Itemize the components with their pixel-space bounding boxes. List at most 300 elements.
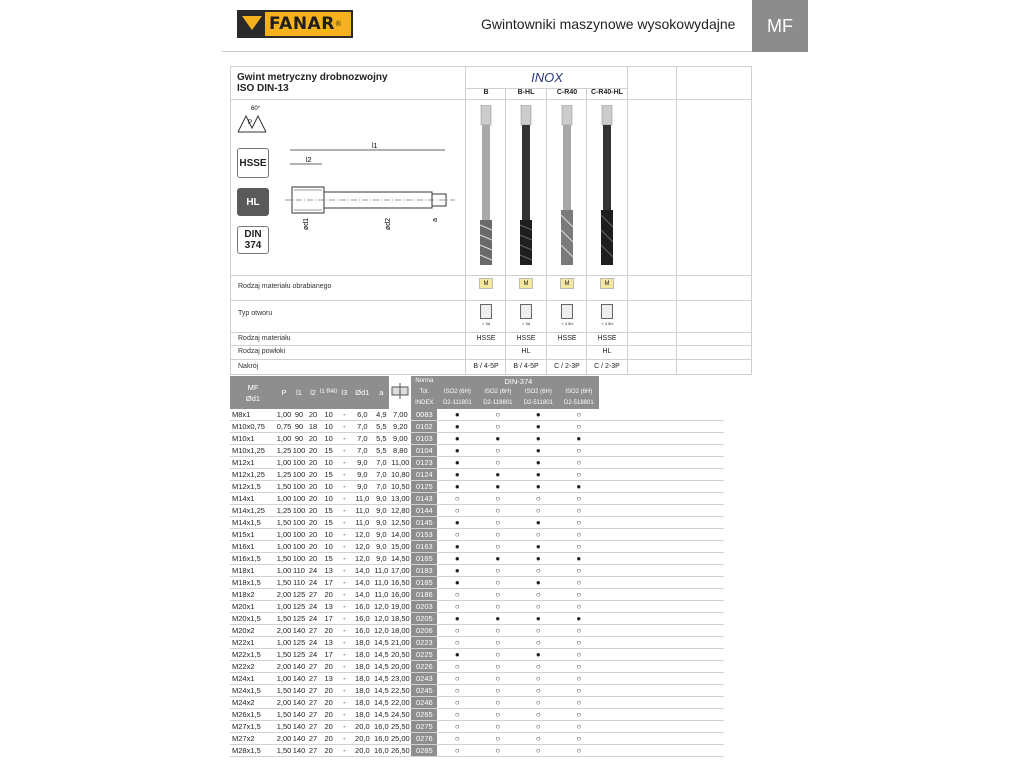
coating-value: HL — [602, 348, 612, 355]
cell-b-mark: ● — [437, 409, 477, 421]
cell-drawing: 22,50 — [390, 686, 410, 695]
cell-pitch: 0,75 — [276, 422, 292, 431]
cell-b-hl-mark: ● — [477, 553, 518, 565]
cell-c-r40-hl-mark: ○ — [558, 565, 599, 577]
cell-c-r40-hl-mark: ○ — [558, 625, 599, 637]
cell-l3: - — [337, 409, 351, 421]
cell-size: M22x2 — [230, 661, 276, 673]
table-row — [230, 577, 724, 589]
chamfer-value: B / 4-5P — [513, 363, 539, 370]
cell-c-r40-mark: ○ — [518, 697, 558, 709]
cell-l1-r40: 20 — [320, 697, 337, 709]
cell-b-mark: ● — [437, 553, 477, 565]
cell-a: 12,0 — [374, 626, 389, 635]
cell-b-hl-mark: ○ — [477, 649, 518, 661]
cell-a: 14,5 — [374, 638, 389, 647]
cell-b-hl-mark: ○ — [477, 565, 518, 577]
cell-d1: 7,0 — [351, 421, 373, 433]
index-cell: D2-518801 — [558, 398, 599, 409]
cell-l1-r40: 15 — [320, 469, 337, 481]
cell-l2: 27 — [306, 697, 320, 709]
cell-pitch: 1,50 — [276, 746, 292, 755]
cell-c-r40-hl-mark: ● — [558, 613, 599, 625]
cell-size: M20x1,5 — [230, 613, 276, 625]
cell-c-r40-mark: ● — [518, 541, 558, 553]
cell-b-hl-mark: ○ — [477, 733, 518, 745]
cell-c-r40-mark: ○ — [518, 637, 558, 649]
cell-c-r40-hl-mark: ○ — [558, 421, 599, 433]
cell-l2: 20 — [306, 505, 320, 517]
cell-l2: 20 — [306, 445, 320, 457]
cell-c-r40-mark: ● — [518, 457, 558, 469]
through-hole-icon — [520, 304, 532, 319]
cell-drawing: 7,00 — [389, 409, 411, 421]
table-row — [230, 481, 724, 493]
cell-code: 0083 — [411, 409, 437, 421]
cell-d1: 16,0 — [351, 601, 373, 613]
cell-pitch: 1,00 — [276, 542, 292, 551]
cell-drawing: 21,00 — [390, 638, 410, 647]
header-d1: Ød1 — [351, 376, 373, 409]
card-divider — [627, 66, 628, 375]
material-m-icon: M — [479, 278, 493, 289]
cell-l3: - — [337, 613, 351, 625]
card-title-line2: ISO DIN-13 — [237, 83, 289, 94]
tolerance-cell: ISO2 (6H) — [437, 387, 477, 398]
cell-c-r40-mark: ○ — [518, 529, 558, 541]
cell-d1: 6,0 — [351, 409, 373, 421]
row-spacer — [599, 673, 724, 685]
cell-c-r40-mark: ○ — [518, 589, 558, 601]
cell-c-r40-mark: ○ — [518, 601, 558, 613]
cell-c-r40-hl-mark: ○ — [558, 529, 599, 541]
row-spacer — [599, 745, 724, 757]
cell-a: 11,0 — [374, 590, 389, 599]
cell-pitch: 1,00 — [276, 530, 292, 539]
cell-c-r40-hl-mark: ○ — [558, 733, 599, 745]
cell-code: 0165 — [411, 553, 437, 565]
cell-l1: 140 — [292, 746, 306, 755]
row-spacer — [599, 517, 724, 529]
tap-dimension-icon — [390, 382, 410, 400]
cell-a: 11,0 — [374, 578, 389, 587]
category-badge: MF — [752, 0, 808, 52]
cell-size: M18x2 — [230, 589, 276, 601]
header-a: a — [373, 376, 389, 409]
table-row — [230, 469, 724, 481]
cell-b-hl-mark: ○ — [477, 493, 518, 505]
table-row — [230, 745, 724, 757]
coating-value: HL — [521, 348, 531, 355]
card-divider — [230, 275, 752, 276]
cell-size: M24x2 — [230, 697, 276, 709]
cell-size: M12x1,5 — [230, 481, 276, 493]
drawing-label-a: a — [432, 218, 439, 222]
header-p: P — [276, 376, 292, 409]
cell-code: 0275 — [411, 721, 437, 733]
table-row — [230, 625, 724, 637]
cell-size: M27x2 — [230, 733, 276, 745]
cell-pitch: 1,50 — [276, 482, 292, 491]
cell-c-r40-hl-mark: ○ — [558, 649, 599, 661]
cell-d1: 12,0 — [351, 541, 373, 553]
table-row — [230, 517, 724, 529]
cell-l1: 100 — [292, 542, 306, 551]
cell-pitch: 1,50 — [276, 614, 292, 623]
cell-c-r40-hl-mark: ○ — [558, 745, 599, 757]
material-value: HSSE — [516, 335, 536, 342]
cell-code: 0103 — [411, 433, 437, 445]
cell-l1-r40: 17 — [320, 613, 337, 625]
cell-b-hl-mark: ○ — [477, 685, 518, 697]
cell-l1: 140 — [292, 722, 306, 731]
col-header-b-hl: B-HL — [517, 89, 535, 96]
cell-c-r40-mark: ○ — [518, 505, 558, 517]
cell-d1: 20,0 — [351, 733, 373, 745]
cell-c-r40-hl-mark: ○ — [558, 637, 599, 649]
cell-b-mark: ○ — [437, 625, 477, 637]
cell-b-mark: ○ — [437, 493, 477, 505]
table-row — [230, 445, 724, 457]
cell-a: 9,0 — [373, 541, 389, 553]
cell-c-r40-mark: ● — [518, 613, 558, 625]
cell-code: 0186 — [411, 589, 437, 601]
cell-d1: 9,0 — [351, 469, 373, 481]
col-header-b: B — [483, 89, 489, 96]
cell-c-r40-mark: ● — [518, 421, 558, 433]
cell-b-mark: ○ — [437, 745, 477, 757]
cell-b-mark: ● — [437, 481, 477, 493]
cell-b-hl-mark: ○ — [477, 517, 518, 529]
cell-l3: - — [337, 721, 351, 733]
cell-drawing: 16,50 — [390, 578, 410, 587]
table-row — [230, 601, 724, 613]
cell-l3: - — [337, 589, 351, 601]
row-spacer — [599, 625, 724, 637]
cell-a: 9,0 — [373, 493, 389, 505]
cell-a: 5,5 — [373, 421, 389, 433]
table-row — [230, 565, 724, 577]
material-m-icon: M — [519, 278, 533, 289]
cell-d1: 12,0 — [351, 529, 373, 541]
cell-b-mark: ○ — [437, 673, 477, 685]
row-spacer — [599, 661, 724, 673]
cell-b-hl-mark: ○ — [477, 505, 518, 517]
cell-l1-r40: 15 — [320, 517, 337, 529]
cell-b-hl-mark: ● — [477, 469, 518, 481]
cell-l3: - — [337, 745, 351, 757]
cell-b-hl-mark: ○ — [477, 421, 518, 433]
cell-d1: 18,0 — [351, 637, 373, 649]
cell-size: M10x0,75 — [230, 421, 276, 433]
cell-l1-r40: 10 — [320, 481, 337, 493]
cell-l2: 27 — [306, 673, 320, 685]
table-row — [230, 721, 724, 733]
cell-c-r40-mark: ○ — [518, 625, 558, 637]
cell-code: 0144 — [411, 505, 437, 517]
material-value: HSSE — [476, 335, 496, 342]
cell-drawing: 14,50 — [390, 554, 410, 563]
table-row — [230, 709, 724, 721]
cell-l1: 100 — [292, 446, 306, 455]
table-row — [230, 505, 724, 517]
cell-pitch: 1,50 — [276, 686, 292, 695]
cell-size: M24x1,5 — [230, 685, 276, 697]
cell-l2: 24 — [306, 601, 320, 613]
hsse-badge: HSSE — [237, 148, 269, 178]
cell-b-mark: ○ — [437, 637, 477, 649]
cell-drawing: 8,80 — [389, 445, 411, 457]
table-row — [230, 613, 724, 625]
cell-l2: 24 — [306, 613, 320, 625]
cell-l3: - — [337, 661, 351, 673]
cell-l1: 100 — [292, 470, 306, 479]
cell-code: 0225 — [411, 649, 437, 661]
cell-l1: 100 — [292, 494, 306, 503]
cell-b-hl-mark: ○ — [477, 457, 518, 469]
cell-drawing: 10,50 — [390, 482, 410, 491]
cell-l1-r40: 17 — [320, 577, 337, 589]
cell-b-mark: ○ — [437, 601, 477, 613]
cell-c-r40-mark: ● — [518, 433, 558, 445]
cell-l1: 125 — [292, 614, 306, 623]
header-tol: Tol. — [411, 387, 437, 398]
card-divider — [230, 99, 752, 100]
cell-c-r40-hl-mark: ● — [558, 433, 599, 445]
cell-code: 0203 — [411, 601, 437, 613]
cell-size: M28x1,5 — [230, 745, 276, 757]
table-row — [230, 493, 724, 505]
cell-a: 4,9 — [373, 409, 389, 421]
din-badge: DIN 374 — [237, 226, 269, 254]
cell-l2: 27 — [306, 733, 320, 745]
cell-pitch: 1,50 — [276, 554, 292, 563]
cell-c-r40-mark: ○ — [518, 721, 558, 733]
chamfer-value: C / 2-3P — [594, 363, 620, 370]
row-spacer — [599, 601, 724, 613]
cell-a: 14,5 — [374, 698, 389, 707]
svg-text:P: P — [248, 120, 253, 126]
cell-l1-r40: 10 — [320, 421, 337, 433]
cell-d1: 7,0 — [351, 445, 373, 457]
cell-l2: 20 — [306, 493, 320, 505]
cell-d1: 11,0 — [351, 517, 373, 529]
cell-l1-r40: 13 — [320, 637, 337, 649]
header-l1: l1 — [292, 376, 306, 409]
cell-l1: 140 — [292, 698, 306, 707]
material-value: HSSE — [557, 335, 577, 342]
cell-b-hl-mark: ○ — [477, 541, 518, 553]
header-drawing-icon — [389, 376, 411, 409]
cell-c-r40-hl-mark: ○ — [558, 445, 599, 457]
cell-l2: 24 — [306, 577, 320, 589]
cell-l3: - — [337, 697, 351, 709]
hole-depth-label: < 3d — [522, 321, 530, 326]
cell-a: 5,5 — [373, 445, 389, 457]
cell-drawing: 25,00 — [390, 734, 410, 743]
tolerance-cell: ISO2 (6H) — [477, 387, 518, 398]
cell-l1-r40: 20 — [320, 733, 337, 745]
header-d-label: Ød1 — [245, 393, 261, 403]
cell-d1: 18,0 — [351, 709, 373, 721]
cell-c-r40-hl-mark: ● — [558, 481, 599, 493]
cell-l1: 140 — [292, 626, 306, 635]
cell-size: M15x1 — [230, 529, 276, 541]
table-row — [230, 661, 724, 673]
cell-pitch: 1,00 — [276, 602, 292, 611]
cell-l1-r40: 13 — [320, 601, 337, 613]
cell-pitch: 1,25 — [276, 446, 292, 455]
cell-pitch: 1,50 — [276, 722, 292, 731]
cell-l1: 100 — [292, 530, 306, 539]
cell-pitch: 2,00 — [276, 698, 292, 707]
cell-size: M27x1,5 — [230, 721, 276, 733]
cell-b-hl-mark: ○ — [477, 601, 518, 613]
cell-code: 0276 — [411, 733, 437, 745]
cell-l1-r40: 20 — [320, 661, 337, 673]
cell-b-mark: ● — [437, 469, 477, 481]
card-divider — [230, 332, 752, 333]
cell-size: M12x1,25 — [230, 469, 276, 481]
cell-drawing: 12,80 — [390, 506, 410, 515]
cell-l1-r40: 13 — [320, 565, 337, 577]
cell-b-hl-mark: ○ — [477, 637, 518, 649]
cell-d1: 11,0 — [351, 493, 373, 505]
header-mf — [230, 376, 276, 409]
cell-pitch: 1,00 — [276, 434, 292, 443]
cell-a: 14,5 — [374, 674, 389, 683]
cell-b-mark: ○ — [437, 733, 477, 745]
cell-size: M22x1,5 — [230, 649, 276, 661]
cell-c-r40-mark: ○ — [518, 709, 558, 721]
cell-l1: 140 — [292, 662, 306, 671]
row-spacer — [599, 529, 724, 541]
fanar-logo-mark-icon — [239, 12, 265, 36]
cell-code: 0163 — [411, 541, 437, 553]
cell-l1: 140 — [292, 674, 306, 683]
cell-a: 7,0 — [373, 469, 389, 481]
cell-l2: 20 — [306, 469, 320, 481]
cell-code: 0205 — [411, 613, 437, 625]
cell-a: 12,0 — [374, 614, 389, 623]
cell-l1: 125 — [292, 638, 306, 647]
cell-code: 0143 — [411, 493, 437, 505]
cell-d1: 18,0 — [351, 697, 373, 709]
cell-code: 0206 — [411, 625, 437, 637]
cell-l2: 20 — [306, 481, 320, 493]
hl-badge: HL — [237, 188, 269, 216]
cell-c-r40-mark: ○ — [518, 661, 558, 673]
chamfer-value: B / 4-5P — [473, 363, 499, 370]
cell-b-mark: ○ — [437, 529, 477, 541]
table-row — [230, 541, 724, 553]
cell-l2: 20 — [306, 457, 320, 469]
cell-code: 0145 — [411, 517, 437, 529]
cell-code: 0124 — [411, 469, 437, 481]
drawing-label-l2: l2 — [306, 157, 312, 164]
cell-pitch: 1,25 — [276, 506, 292, 515]
cell-l2: 27 — [306, 589, 320, 601]
row-spacer — [599, 433, 724, 445]
row-label-hole-type: Typ otworu — [238, 310, 273, 317]
cell-l1-r40: 10 — [320, 409, 337, 421]
cell-l2: 27 — [306, 721, 320, 733]
cell-b-mark: ○ — [437, 589, 477, 601]
card-divider — [230, 345, 752, 346]
cell-l3: - — [337, 445, 351, 457]
cell-pitch: 1,50 — [276, 578, 292, 587]
cell-c-r40-mark: ● — [518, 445, 558, 457]
card-divider — [230, 300, 752, 301]
cell-d1: 9,0 — [351, 457, 373, 469]
cell-l2: 20 — [306, 541, 320, 553]
cell-c-r40-hl-mark: ● — [558, 553, 599, 565]
cell-l2: 27 — [306, 709, 320, 721]
cell-l2: 27 — [306, 745, 320, 757]
cell-b-mark: ○ — [437, 661, 477, 673]
cell-b-mark: ● — [437, 457, 477, 469]
row-spacer — [599, 541, 724, 553]
cell-c-r40-mark: ○ — [518, 745, 558, 757]
cell-b-mark: ● — [437, 613, 477, 625]
cell-size: M14x1,25 — [230, 505, 276, 517]
index-cell: D2-511801 — [518, 398, 558, 409]
material-m-icon: M — [600, 278, 614, 289]
cell-size: M14x1 — [230, 493, 276, 505]
index-cell: D2-118801 — [477, 398, 518, 409]
fanar-logo — [237, 10, 353, 38]
tap-technical-drawing — [280, 140, 460, 235]
material-group-label: INOX — [531, 70, 563, 85]
cell-drawing: 17,00 — [390, 566, 410, 575]
tolerance-cell: ISO2 (6H) — [518, 387, 558, 398]
cell-c-r40-hl-mark: ○ — [558, 541, 599, 553]
cell-c-r40-hl-mark: ○ — [558, 673, 599, 685]
cell-l3: - — [337, 469, 351, 481]
cell-b-mark: ○ — [437, 709, 477, 721]
cell-pitch: 1,00 — [276, 458, 292, 467]
cell-l1: 100 — [292, 482, 306, 491]
cell-c-r40-hl-mark: ○ — [558, 721, 599, 733]
cell-b-mark: ○ — [437, 721, 477, 733]
row-spacer — [599, 697, 724, 709]
cell-l1-r40: 20 — [320, 685, 337, 697]
row-spacer — [599, 637, 724, 649]
hole-depth-label: < 2,5d — [561, 321, 573, 326]
row-spacer — [599, 709, 724, 721]
thread-profile-icon — [236, 102, 268, 138]
cell-size: M20x1 — [230, 601, 276, 613]
cell-size: M24x1 — [230, 673, 276, 685]
tolerance-cell: ISO2 (6H) — [558, 387, 599, 398]
row-spacer — [599, 721, 724, 733]
cell-code: 0125 — [411, 481, 437, 493]
cell-l1: 100 — [292, 506, 306, 515]
table-row — [230, 529, 724, 541]
cell-l1-r40: 20 — [320, 745, 337, 757]
cell-c-r40-mark: ● — [518, 577, 558, 589]
row-label-material-processed: Rodzaj materiału obrabianego — [238, 283, 332, 290]
table-row — [230, 433, 724, 445]
cell-l2: 24 — [306, 565, 320, 577]
cell-l1: 125 — [292, 602, 306, 611]
drawing-label-d2: ød2 — [385, 217, 392, 230]
cell-l1: 90 — [292, 421, 306, 433]
cell-l3: - — [337, 505, 351, 517]
cell-drawing: 19,00 — [390, 602, 410, 611]
cell-l2: 24 — [306, 637, 320, 649]
cell-b-mark: ● — [437, 649, 477, 661]
